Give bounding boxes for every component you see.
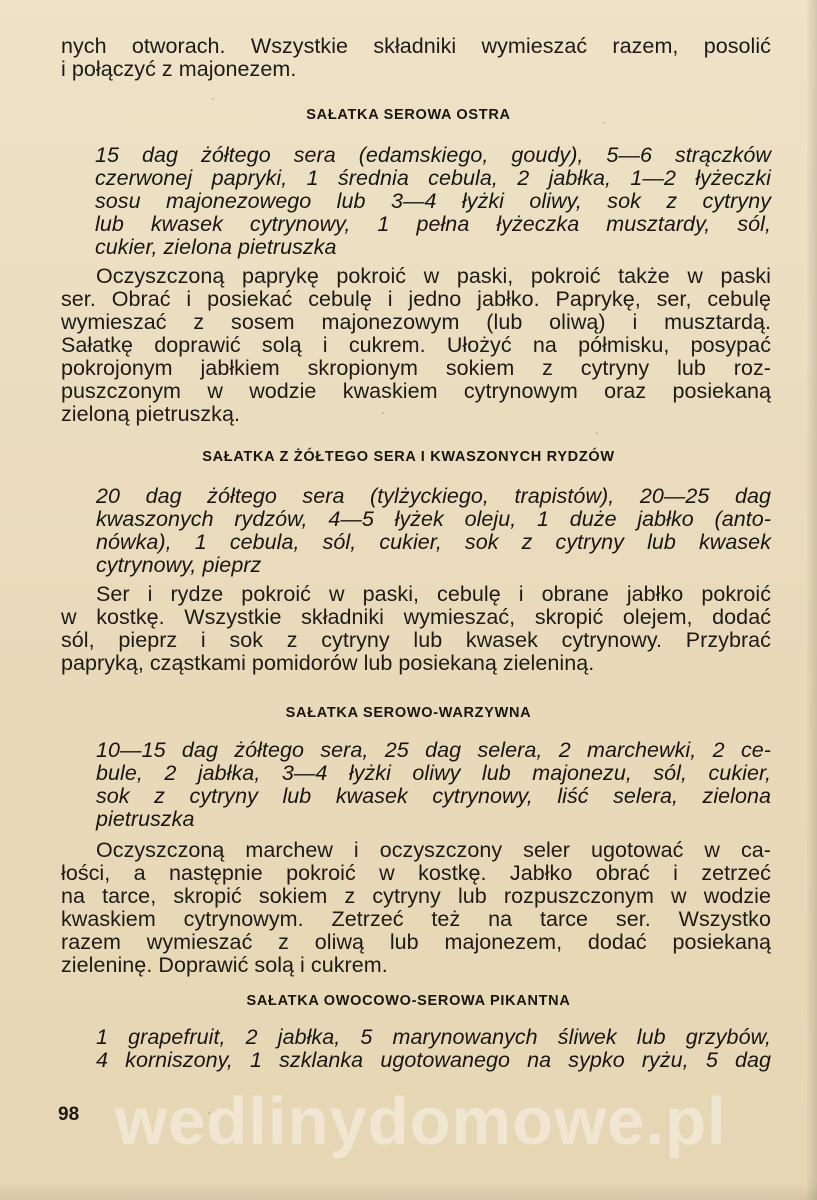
instruction-line: papryką, cząstkami pomidorów lub posiekaną zieleniną. — [61, 651, 595, 675]
ingredients-line: 20 dag żółtego sera (tylżyckiego, trapistów), 20—25 dag — [96, 484, 771, 508]
ingredients-line: sok z cytryny lub kwasek cytrynowy, liść selera, zielona — [96, 784, 771, 808]
section-title-salatka-serowa-ostra: SAŁATKA SEROWA OSTRA — [306, 107, 511, 123]
ingredients-line: nówka), 1 cebula, sól, cukier, sok z cytryny lub kwasek — [96, 530, 771, 554]
instruction-line: Ser i rydze pokroić w paski, cebulę i obrane jabłko pokroić — [96, 582, 771, 606]
instruction-line: łości, a następnie pokroić w kostkę. Jabłko obrać i zetrzeć — [61, 861, 771, 885]
instruction-line: Sałatkę doprawić solą i cukrem. Ułożyć na półmisku, posypać — [61, 333, 771, 357]
paper-speck — [596, 432, 598, 434]
instruction-line: Oczyszczoną marchew i oczyszczony seler ugotować w ca- — [96, 838, 771, 862]
section-title-salatka-serowo-warzywna: SAŁATKA SEROWO-WARZYWNA — [285, 705, 532, 721]
instruction-line: kwaskiem cytrynowym. Zetrzeć też na tarce ser. Wszystko — [61, 907, 771, 931]
instruction-line: na tarce, skropić sokiem z cytryny lub rozpuszczonym w wodzie — [61, 884, 771, 908]
ingredients-line: kwaszonych rydzów, 4—5 łyżek oleju, 1 duże jabłko (anto- — [96, 507, 771, 531]
section-title-salatka-owocowo-serowa-pikantna: SAŁATKA OWOCOWO-SEROWA PIKANTNA — [246, 993, 571, 1009]
instruction-line: zieloną pietruszką. — [61, 402, 241, 426]
page-number: 98 — [58, 1104, 80, 1125]
ingredients-line: cytrynowy, pieprz — [96, 553, 262, 577]
ingredients-line: 15 dag żółtego sera (edamskiego, goudy), 5—6 strączków — [95, 143, 771, 167]
instruction-line: zieleninę. Doprawić solą i cukrem. — [61, 953, 388, 977]
paper-speck — [208, 1112, 210, 1114]
ingredients-line: czerwonej papryki, 1 średnia cebula, 2 jabłka, 1—2 łyżeczki — [95, 166, 771, 190]
paper-speck — [603, 122, 605, 124]
instruction-line: ser. Obrać i posiekać cebulę i jedno jabłko. Paprykę, ser, cebulę — [61, 287, 771, 311]
ingredients-line: lub kwasek cytrynowy, 1 pełna łyżeczka musztardy, sól, — [95, 212, 771, 236]
ingredients-line: 10—15 dag żółtego sera, 25 dag selera, 2 marchewki, 2 ce- — [96, 738, 771, 762]
instruction-line: puszczonym w wodzie kwaskiem cytrynowym oraz posiekaną — [61, 379, 771, 403]
continuation-line-2: i połączyć z majonezem. — [61, 57, 297, 81]
instruction-line: w kostkę. Wszystkie składniki wymieszać, skropić olejem, dodać — [61, 605, 771, 629]
section-title-salatka-z-zoltego-sera: SAŁATKA Z ŻÓŁTEGO SERA I KWASZONYCH RYDZÓW — [202, 449, 615, 465]
continuation-line-1: nych otworach. Wszystkie składniki wymieszać razem, posolić — [61, 34, 771, 58]
instruction-line: razem wymieszać z oliwą lub majonezem, dodać posiekaną — [61, 930, 771, 954]
ingredients-line: cukier, zielona pietruszka — [95, 235, 337, 259]
ingredients-line: 1 grapefruit, 2 jabłka, 5 marynowanych śliwek lub grzybów, — [96, 1025, 771, 1049]
watermark: wedlinydomowe.pl — [115, 1084, 727, 1159]
paper-speck — [212, 98, 214, 100]
ingredients-line: bule, 2 jabłka, 3—4 łyżki oliwy lub majonezu, sól, cukier, — [96, 761, 771, 785]
instruction-line: Oczyszczoną paprykę pokroić w paski, pokroić także w paski — [96, 264, 771, 288]
ingredients-line: pietruszka — [96, 807, 195, 831]
paper-speck — [382, 412, 384, 414]
ingredients-line: 4 korniszony, 1 szklanka ugotowanego na sypko ryżu, 5 dag — [96, 1048, 771, 1072]
instruction-line: pokrojonym jabłkiem skropionym sokiem z cytryny lub roz- — [61, 356, 771, 380]
ingredients-line: sosu majonezowego lub 3—4 łyżki oliwy, sok z cytryny — [95, 189, 771, 213]
instruction-line: sól, pieprz i sok z cytryny lub kwasek cytrynowy. Przybrać — [61, 628, 771, 652]
instruction-line: wymieszać z sosem majonezowym (lub oliwą) i musztardą. — [61, 310, 771, 334]
